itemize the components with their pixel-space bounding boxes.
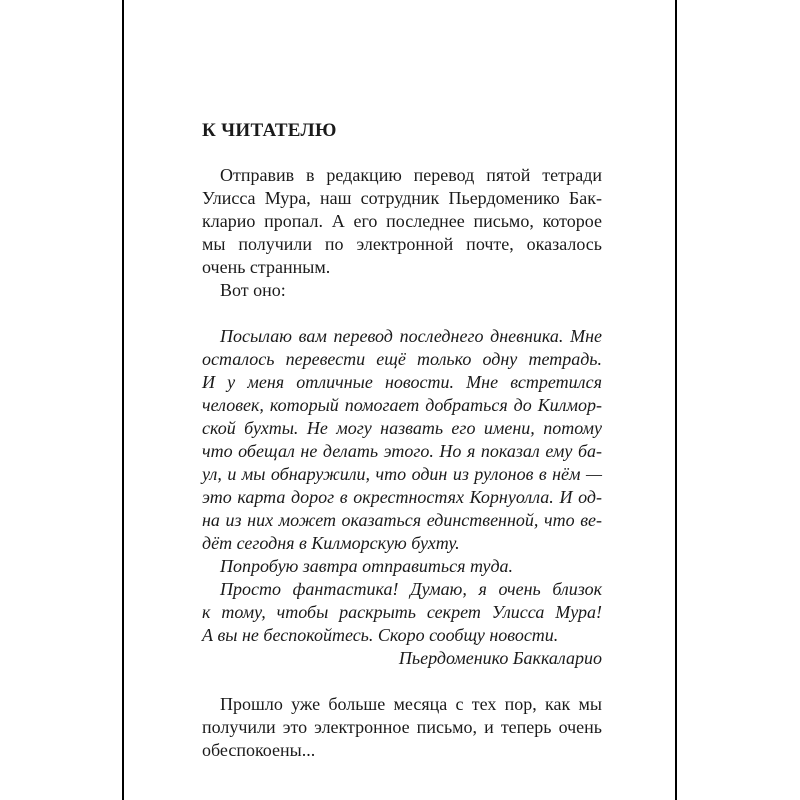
text-line: обеспокоены... (202, 740, 316, 760)
text-line: Отправив в редакцию перевод пятой тетради (220, 165, 602, 185)
letter-line: Просто фантастика! Думаю, я очень близок (220, 579, 602, 599)
page-content (202, 118, 602, 762)
text-line: Прошло уже больше месяца с тех пор, как мы (220, 694, 602, 714)
chapter-heading: К ЧИТАТЕЛЮ (202, 120, 337, 141)
letter-line: И у меня отличные новости. Мне встретился (202, 372, 602, 392)
letter-line: что обещал не делать этого. Но я показал ему ба- (202, 441, 602, 461)
text-line: очень странным. (202, 257, 331, 277)
letter-line: к тому, чтобы раскрыть секрет Улисса Мура! (202, 602, 602, 622)
closing-paragraph (202, 693, 602, 762)
letter-line: это карта дорог в окрестностях Корнуолла. И од- (202, 487, 602, 507)
email-letter (202, 325, 602, 670)
letter-line: А вы не беспокойтесь. Скоро сообщу новости. (202, 625, 559, 645)
letter-signature: Пьердоменико Баккаларио (398, 648, 602, 668)
text-line: кларио пропал. А его последнее письмо, которое (202, 211, 602, 231)
letter-line: дёт сегодня в Килморскую бухту. (202, 533, 460, 553)
letter-line: на из них может оказаться единственной, что ве- (202, 510, 602, 530)
text-line: Улисса Мура, наш сотрудник Пьердоменико Бак- (202, 188, 602, 208)
intro-paragraph (202, 164, 602, 302)
text-line: мы получили по электронной почте, оказалось (202, 234, 602, 254)
letter-line: ул, и мы обнаружили, что один из рулонов в нём — (202, 464, 602, 484)
letter-line: человек, который помогает добраться до Килмор- (202, 395, 602, 415)
letter-line: ской бухты. Не могу назвать его имени, потому (202, 418, 602, 438)
letter-line: Посылаю вам перевод последнего дневника. Мне (220, 326, 602, 346)
text-line: получили это электронное письмо, и теперь очень (202, 717, 602, 737)
book-page (122, 0, 677, 800)
letter-line: осталось перевести ещё только одну тетрадь. (202, 349, 602, 369)
intro-followup: Вот оно: (220, 280, 286, 300)
letter-line: Попробую завтра отправиться туда. (220, 556, 514, 576)
